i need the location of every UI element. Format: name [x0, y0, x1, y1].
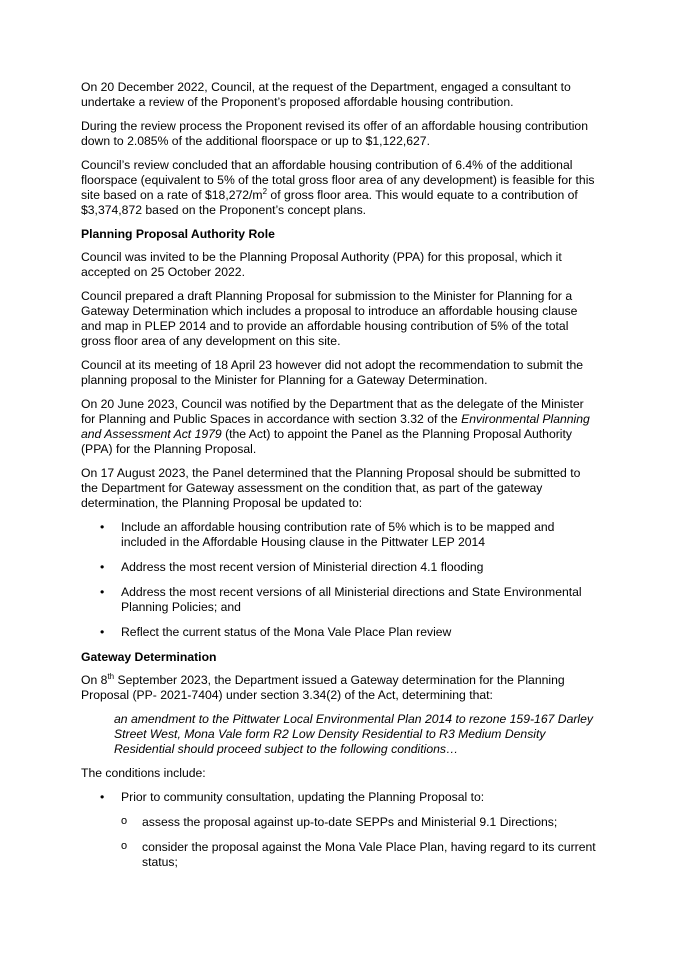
quote-determination: an amendment to the Pittwater Local Environmental Plan 2014 to rezone 159-167 Darley Street West, Mona Vale form R2 Low Density Residential to R3 Medium Density Residential should proceed subject to the following conditions…: [114, 712, 593, 756]
sub-list-item: o assess the proposal against up-to-date SEPPs and Ministerial 9.1 Directions;: [121, 815, 597, 830]
list-item-text: Prior to community consultation, updating the Planning Proposal to:: [121, 790, 485, 804]
heading-ppa-role: Planning Proposal Authority Role: [81, 227, 275, 241]
paragraph-conditions-intro: The conditions include:: [81, 766, 206, 780]
list-item: • Include an affordable housing contribution rate of 5% which is to be mapped and included in the Affordable Housing clause in the Pittwater LEP 2014: [81, 520, 597, 550]
paragraph-council-meeting: Council at its meeting of 18 April 23 however did not adopt the recommendation to submit the planning proposal to the Minister for Planning for a Gateway Determination.: [81, 358, 584, 387]
superscript: th: [107, 671, 115, 681]
paragraph-draft-proposal: Council prepared a draft Planning Proposal for submission to the Minister for Planning for a Gateway Determination which includes a proposal to introduce an affordable housing clause and map in PLEP 2014 and to provide an affordable housing contribution of 5% of the total gross floor area of any development on this site.: [81, 289, 578, 348]
list-item: • Address the most recent versions of all Ministerial directions and State Environmental Planning Policies; and: [81, 585, 597, 615]
document-body: [81, 80, 597, 880]
text-segment: of gross floor area. This would equate to a contribution of $3,374,872 based on the Proponent’s concept plans.: [81, 188, 578, 217]
paragraph-ppa-invited: Council was invited to be the Planning Proposal Authority (PPA) for this proposal, which it accepted on 25 October 2022.: [81, 250, 562, 279]
paragraph-consultant-review: On 20 December 2022, Council, at the request of the Department, engaged a consultant to undertake a review of the Proponent’s proposed affordable housing contribution.: [81, 80, 571, 109]
list-item: • Address the most recent version of Ministerial direction 4.1 flooding: [81, 560, 597, 575]
text-segment: September 2023, the Department issued a Gateway determination for the Planning Proposal (PP- 2021-7404) under section 3.34(2) of the Act, determining that:: [81, 673, 565, 702]
paragraph-panel-determination: On 17 August 2023, the Panel determined that the Planning Proposal should be submitted to the Department for Gateway assessment on the condition that, as part of the gateway determination, the Planning Proposal be updated to:: [81, 466, 581, 510]
text-segment: Council’s review concluded that an affordable housing contribution of 6.4% of the additional floorspace (equivalent to 5% of the total gross floor area of any development) is feasible for this site based on a rate of $18,272/m: [81, 158, 595, 202]
act-title: Environmental Planning and Assessment Act 1979: [81, 412, 590, 441]
paragraph-revised-offer: During the review process the Proponent revised its offer of an affordable housing contribution down to 2.085% of the additional floorspace or up to $1,122,627.: [81, 119, 588, 148]
paragraph-panel-appointment: [81, 397, 597, 457]
sub-list-item: o consider the proposal against the Mona Vale Place Plan, having regard to its current status;: [121, 840, 597, 870]
text-segment: (the Act) to appoint the Panel as the Planning Proposal Authority (PPA) for the Planning Proposal.: [81, 427, 572, 456]
list-item: [81, 790, 597, 870]
heading-gateway-determination: Gateway Determination: [81, 650, 217, 664]
paragraph-council-review: [81, 158, 597, 218]
text-segment: On 8: [81, 673, 108, 687]
superscript: 2: [262, 186, 268, 196]
condition-list: [81, 520, 597, 640]
gateway-condition-list: [81, 790, 597, 870]
paragraph-gateway-issued: [81, 673, 597, 703]
sub-list: [121, 815, 597, 870]
text-segment: On 20 June 2023, Council was notified by the Department that as the delegate of the Minister for Planning and Public Spaces in accordance with section 3.32 of the: [81, 397, 584, 426]
list-item: • Reflect the current status of the Mona Vale Place Plan review: [81, 625, 597, 640]
